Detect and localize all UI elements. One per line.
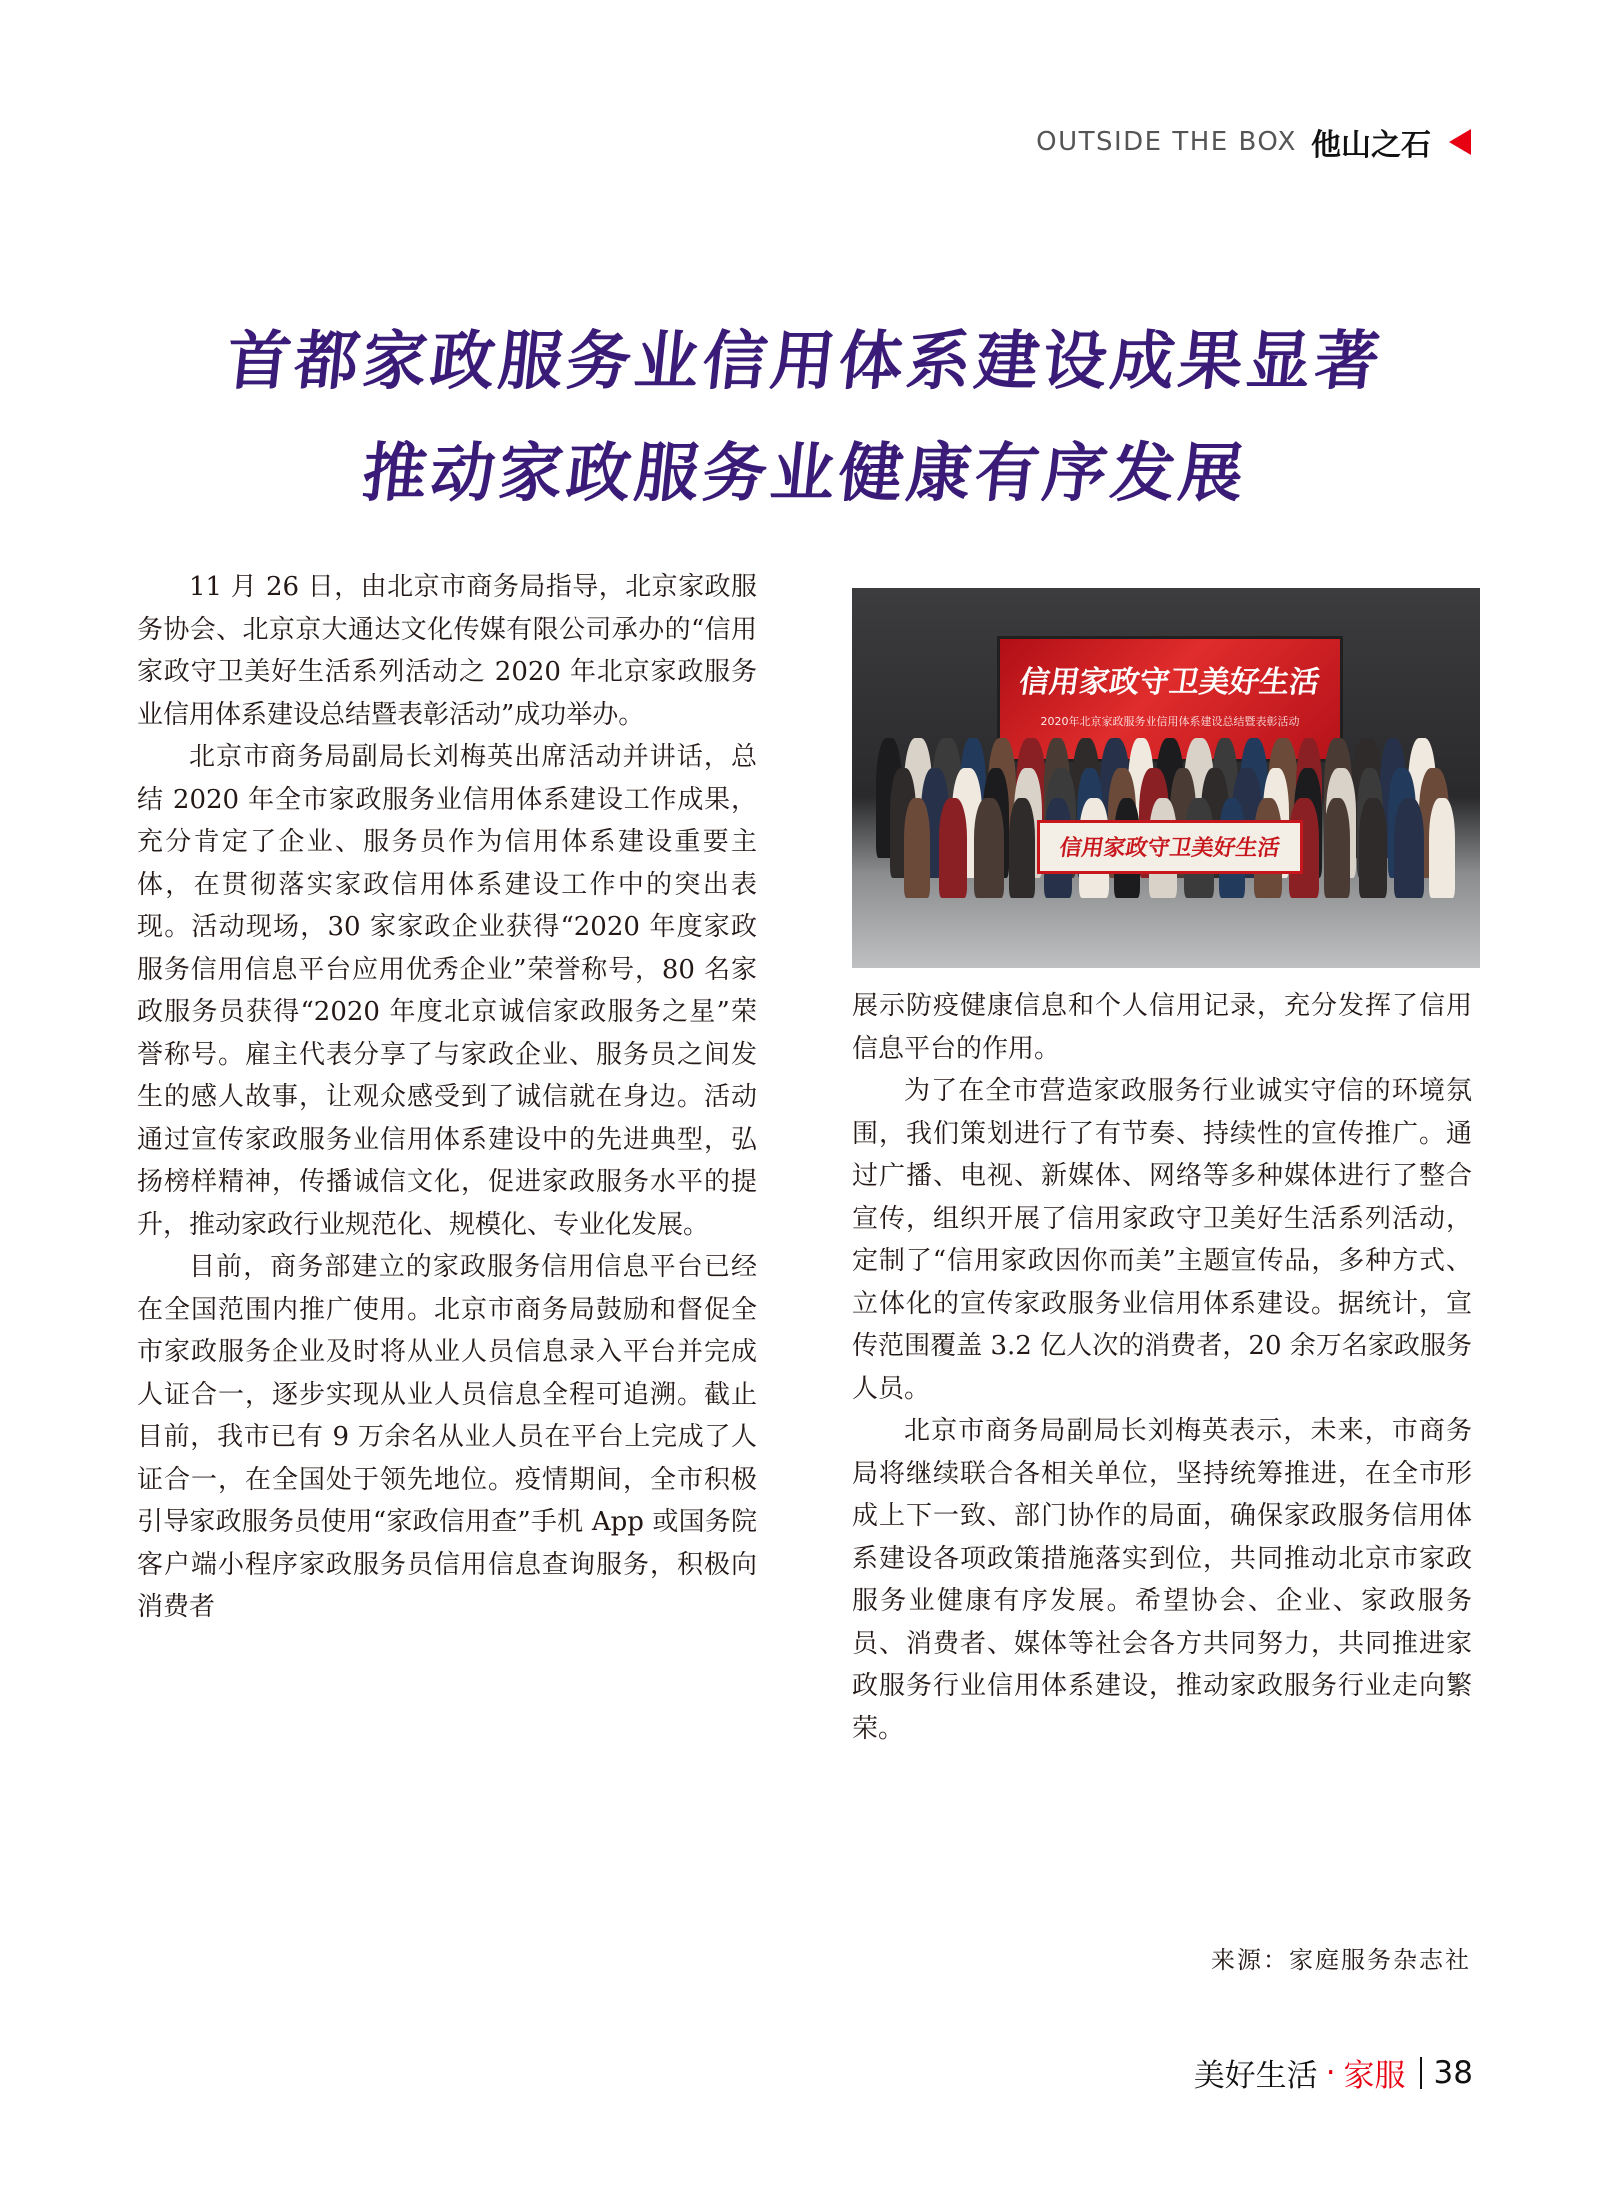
article-column-right bbox=[852, 985, 1472, 1750]
section-name: 家服 bbox=[1343, 2058, 1406, 2094]
paragraph-3: 目前，商务部建立的家政服务信用信息平台已经在全国范围内推广使用。北京市商务局鼓励和督促全市家政服务企业及时将从业人员信息录入平台并完成人证合一，逐步实现从业人员信息全程可追溯。截止目前，我市已有 9 万余名从业人员在平台上完成了人证合一，在全国处于领先地位。疫情期间，全市积极引导家政服务员使用“家政信用查”手机 App 或国务院客户端小程序家政服务员信用信息查询服务，积极向消费者 bbox=[137, 1252, 757, 1622]
article-column-left bbox=[137, 566, 757, 1629]
banner-text: 信用家政守卫美好生活 bbox=[1057, 836, 1282, 861]
screen-slogan: 信用家政守卫美好生活 bbox=[1017, 665, 1322, 700]
paragraph-4: 为了在全市营造家政服务行业诚实守信的环境氛围，我们策划进行了有节奏、持续性的宣传推广。通过广播、电视、新媒体、网络等多种媒体进行了整合宣传，组织开展了信用家政守卫美好生活系列活动，定制了“信用家政因你而美”主题宣传品，多种方式、立体化的宣传家政服务业信用体系建设。据统计，宣传范围覆盖 3.2 亿人次的消费者，20 余万名家政服务人员。 bbox=[852, 1076, 1472, 1404]
paragraph-5: 北京市商务局副局长刘梅英表示，未来，市商务局将继续联合各相关单位，坚持统筹推进，在全市形成上下一致、部门协作的局面，确保家政服务信用体系建设各项政策措施落实到位，共同推动北京市家政服务业健康有序发展。希望协会、企业、家政服务员、消费者、媒体等社会各方共同努力，共同推进家政服务行业信用体系建设，推动家政服务行业走向繁荣。 bbox=[852, 1416, 1472, 1744]
footer-dot: · bbox=[1325, 2054, 1336, 2091]
paragraph-3-continued: 展示防疫健康信息和个人信用记录，充分发挥了信用信息平台的作用。 bbox=[852, 991, 1472, 1064]
red-triangle-icon bbox=[1449, 129, 1471, 155]
red-banner bbox=[1037, 820, 1303, 874]
person-silhouette bbox=[1324, 798, 1350, 898]
paragraph-1: 11 月 26 日，由北京市商务局指导，北京家政服务协会、北京京大通达文化传媒有限公司承办的“信用家政守卫美好生活系列活动之 2020 年北京家政服务业信用体系建设总结暨表彰活动”成功举办。 bbox=[137, 572, 757, 730]
person-silhouette bbox=[1009, 798, 1035, 898]
section-label-en: OUTSIDE THE BOX bbox=[1036, 127, 1297, 157]
event-photo bbox=[852, 588, 1480, 968]
person-silhouette bbox=[939, 798, 967, 898]
person-silhouette bbox=[974, 798, 1004, 898]
article-title-line-2: 推动家政服务业健康有序发展 bbox=[358, 437, 1251, 511]
magazine-name: 美好生活 bbox=[1193, 2058, 1318, 2094]
screen-subtitle: 2020年北京家政服务业信用体系建设总结暨表彰活动 bbox=[1040, 715, 1300, 728]
article-title-line-1: 首都家政服务业信用体系建设成果显著 bbox=[222, 325, 1387, 399]
section-header bbox=[1036, 122, 1471, 162]
section-label-cn: 他山之石 bbox=[1311, 128, 1431, 163]
article-source: 来源：家庭服务杂志社 bbox=[1211, 1946, 1471, 1974]
person-silhouette bbox=[904, 798, 930, 898]
page-number: 38 bbox=[1433, 2054, 1473, 2091]
person-silhouette bbox=[1429, 798, 1455, 898]
footer-divider bbox=[1420, 2057, 1422, 2089]
paragraph-2: 北京市商务局副局长刘梅英出席活动并讲话，总结 2020 年全市家政服务业信用体系建设工作成果，充分肯定了企业、服务员作为信用体系建设重要主体，在贯彻落实家政信用体系建设工作中的突出表现。活动现场，30 家家政企业获得“2020 年度家政服务信用信息平台应用优秀企业”荣誉称号，80 名家政服务员获得“2020 年度北京诚信家政服务之星”荣誉称号。雇主代表分享了与家政企业、服务员之间发生的感人故事，让观众感受到了诚信就在身边。活动通过宣传家政服务业信用体系建设中的先进典型，弘扬榜样精神，传播诚信文化，促进家政服务水平的提升，推动家政行业规范化、规模化、专业化发展。 bbox=[137, 742, 757, 1240]
page-footer bbox=[1194, 2050, 1473, 2095]
person-silhouette bbox=[1394, 798, 1424, 898]
person-silhouette bbox=[1359, 798, 1387, 898]
